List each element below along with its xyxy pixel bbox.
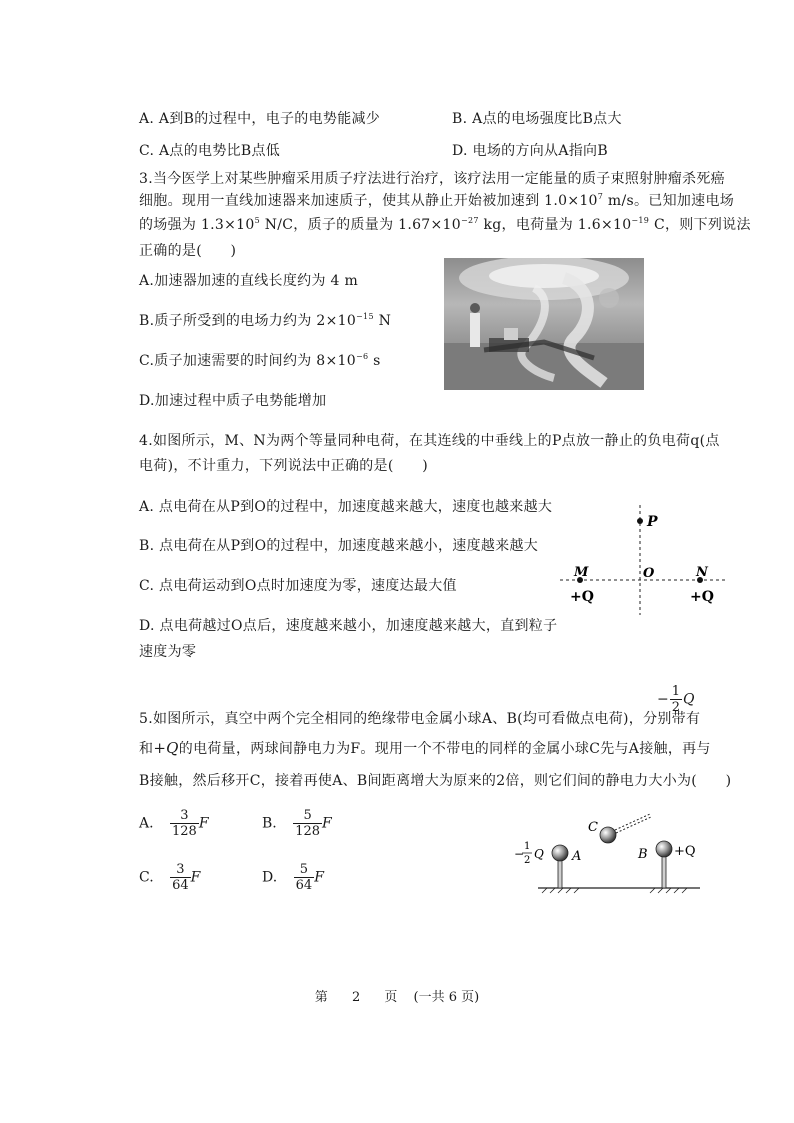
- label-a: A: [572, 849, 582, 864]
- q5-stem-line2: 和+Q的电荷量，两球间静电力为F。现用一个不带电的同样的金属小球C先与A接触，再与: [139, 739, 711, 757]
- charge-a-sign: −: [514, 847, 525, 861]
- sphere-b: [656, 841, 672, 857]
- q4-option-d-line1: D. 点电荷越过O点后，速度越来越小，加速度越来越大，直到粒子: [139, 618, 558, 634]
- q4-option-d-line2: 速度为零: [139, 644, 197, 660]
- footer-total: (一共 6 页): [413, 990, 480, 1005]
- q2-option-a: A. A到B的过程中，电子的电势能减少: [139, 111, 381, 127]
- label-b: B: [638, 847, 648, 862]
- q5-option-d: D. $\frac{5}{64}$ F: [262, 862, 324, 893]
- insulating-handle-2: [616, 817, 651, 833]
- ground-hatching: [542, 888, 687, 893]
- q5-option-b: B. $\frac{5}{128}$ F: [262, 808, 332, 839]
- q5-option-c: C. $\frac{3}{64}$ F: [139, 862, 201, 893]
- q4-charge-diagram: [560, 500, 730, 620]
- q2-option-d: D. 电场的方向从A指向B: [452, 143, 608, 159]
- q3-option-d: D.加速过程中质子电势能增加: [139, 393, 327, 409]
- q5-charge-minus-half-q: − $\frac{1}{2}$ Q: [657, 684, 695, 715]
- charge-b-label: +Q: [674, 844, 696, 859]
- q5-option-a: A. $\frac{3}{128}$ F: [139, 808, 209, 839]
- q5-spheres-diagram: [510, 808, 710, 900]
- charge-a-den: 2: [524, 855, 531, 866]
- stand-b: [662, 856, 666, 888]
- footer-page-number: 2: [351, 990, 361, 1005]
- q3-option-b: B.质子所受到的电场力约为 $2\times 10^{-15}$ N: [139, 312, 392, 329]
- q3-stem-line3: 的场强为 $1.3\times 10^5$ N/C，质子的质量为 $1.67\times 10^{-27}$ kg，电荷量为 $1.6\times 10^{-19}$ C，则下列说法: [139, 216, 751, 233]
- q4-stem-line2: 电荷)，不计重力，下列说法中正确的是( ): [139, 458, 428, 474]
- q3-stem-line1: 3.当今医学上对某些肿瘤采用质子疗法进行治疗，该疗法用一定能量的质子束照射肿瘤杀死癌: [139, 171, 725, 187]
- label-n: N: [696, 565, 708, 580]
- q4-option-a: A. 点电荷在从P到O的过程中，加速度越来越大，速度也越来越大: [139, 499, 553, 515]
- insulating-handle-1: [615, 814, 650, 830]
- q4-option-b: B. 点电荷在从P到O的过程中，加速度越来越小，速度越来越大: [139, 538, 539, 554]
- charge-a-q: Q: [534, 847, 544, 861]
- photo-illustration: [444, 258, 644, 390]
- footer-prefix: 第: [314, 990, 328, 1005]
- q2-option-c: C. A点的电势比B点低: [139, 143, 281, 159]
- label-c: C: [588, 820, 598, 835]
- sphere-a: [552, 845, 568, 861]
- label-o: O: [643, 566, 655, 581]
- q3-stem-line4: 正确的是( ): [139, 243, 237, 259]
- point-p-dot: [637, 518, 643, 524]
- q3-stem-line2: 细胞。现用一直线加速器来加速质子，使其从静止开始被加速到 $1.0\times 10^7$ m/s。已知加速电场: [139, 192, 735, 209]
- stand-a: [558, 860, 562, 888]
- charge-m-label: +Q: [570, 589, 594, 605]
- q4-option-c: C. 点电荷运动到O点时加速度为零，速度达最大值: [139, 578, 457, 594]
- charge-n-label: +Q: [690, 589, 714, 605]
- charge-a-num: 1: [524, 841, 531, 852]
- footer-suffix: 页: [384, 990, 398, 1005]
- q2-option-b: B. A点的电场强度比B点大: [452, 111, 622, 127]
- q3-option-a: A.加速器加速的直线长度约为 4 m: [139, 273, 359, 289]
- proton-therapy-photo: [444, 258, 644, 390]
- page-footer: [0, 986, 794, 1005]
- q3-option-c: C.质子加速需要的时间约为 $8\times 10^{-6}$ s: [139, 352, 381, 369]
- sphere-c: [600, 827, 616, 843]
- q5-stem-line1: 5.如图所示，真空中两个完全相同的绝缘带电金属小球A、B(均可看做点电荷)，分别带有: [139, 711, 701, 727]
- label-p: P: [647, 514, 658, 530]
- q4-stem-line1: 4.如图所示，M、N为两个等量同种电荷，在其连线的中垂线上的P点放一静止的负电荷q(点: [139, 433, 720, 449]
- label-m: M: [574, 565, 589, 580]
- q5-stem-line3: B接触，然后移开C，接着再使A、B间距离增大为原来的2倍，则它们间的静电力大小为( ): [139, 773, 732, 789]
